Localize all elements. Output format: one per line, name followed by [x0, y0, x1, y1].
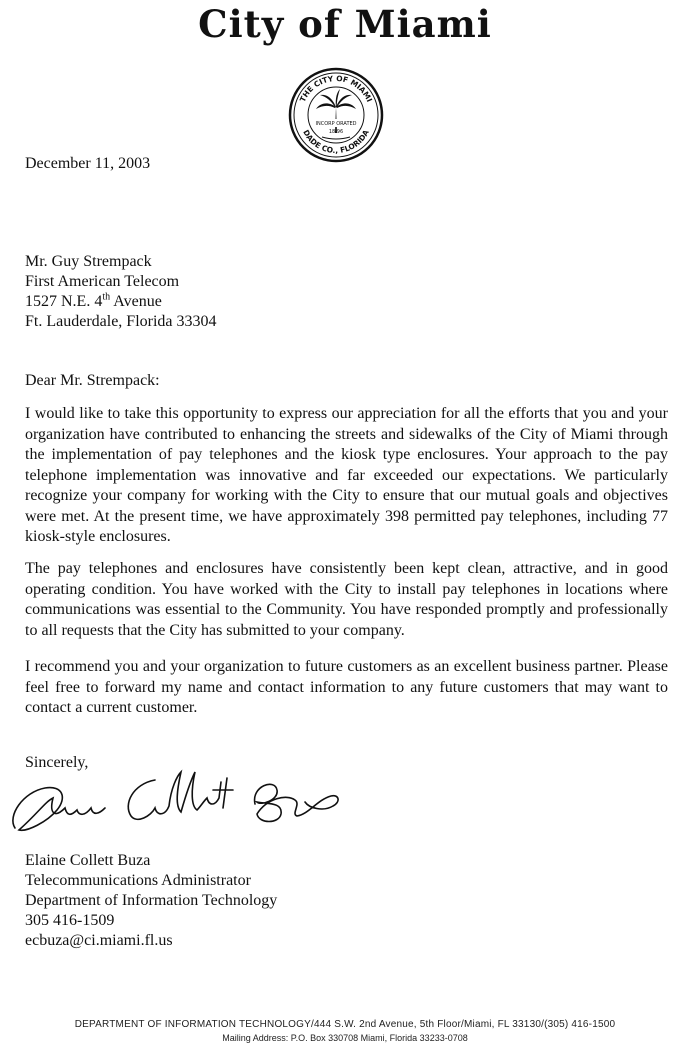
recipient-company: First American Telecom	[25, 273, 180, 290]
recipient-name: Mr. Guy Strempack	[25, 253, 152, 270]
signer-phone: 305 416-1509	[25, 912, 115, 929]
body-paragraph: The pay telephones and enclosures have consistently been kept clean, attractive, and in good operating condition. You have worked with the City to install pay telephones in locations where communications was essential to the Community. You have responded promptly and professionally to all requests that the City has submitted to your company.	[25, 560, 668, 639]
svg-text:INCORP ORATED: INCORP ORATED	[315, 121, 357, 127]
footer-mailing-address: Mailing Address: P.O. Box 330708 Miami, Florida 33233-0708	[222, 1033, 468, 1043]
letter-date: December 11, 2003	[25, 155, 151, 172]
closing: Sincerely,	[25, 754, 89, 771]
letterhead-title: City of Miami	[198, 2, 492, 46]
recipient-city: Ft. Lauderdale, Florida 33304	[25, 313, 217, 330]
body-paragraph: I would like to take this opportunity to express our appreciation for all the efforts that you and your organization have contributed to enhancing the streets and sidewalks of the City of Miami through the implementation of pay telephones and the kiosk type enclosures. Your approach to the pay telephone implementation was innovative and far exceeded our expectations. We particularly recognize your company for working with the City to ensure that our mutual goals and objectives were met. At the present time, we have approximately 398 permitted pay telephones, including 77 kiosk-style enclosures.	[25, 405, 668, 545]
recipient-street: 1527 N.E. 4th Avenue	[25, 291, 162, 310]
city-seal-logo	[288, 67, 384, 163]
svg-text:18 96: 18 96	[328, 129, 344, 135]
signer-name: Elaine Collett Buza	[25, 852, 151, 869]
signer-department: Department of Information Technology	[25, 892, 278, 909]
footer-address: DEPARTMENT OF INFORMATION TECHNOLOGY/444 S.W. 2nd Avenue, 5th Floor/Miami, FL 33130/(305) 416-1500	[74, 1019, 616, 1030]
handwritten-signature	[5, 758, 345, 848]
body-paragraph: I recommend you and your organization to future customers as an excellent business partner. Please feel free to forward my name and contact information to any future customers that may want to contact a current customer.	[25, 658, 668, 716]
svg-text:THE CITY OF MIAMI: THE CITY OF MIAMI	[297, 73, 375, 104]
signer-title: Telecommunications Administrator	[25, 872, 251, 889]
svg-text:DADE CO., FLORIDA: DADE CO., FLORIDA	[301, 128, 371, 156]
signer-email: ecbuza@ci.miami.fl.us	[25, 932, 173, 949]
salutation: Dear Mr. Strempack:	[25, 372, 160, 389]
